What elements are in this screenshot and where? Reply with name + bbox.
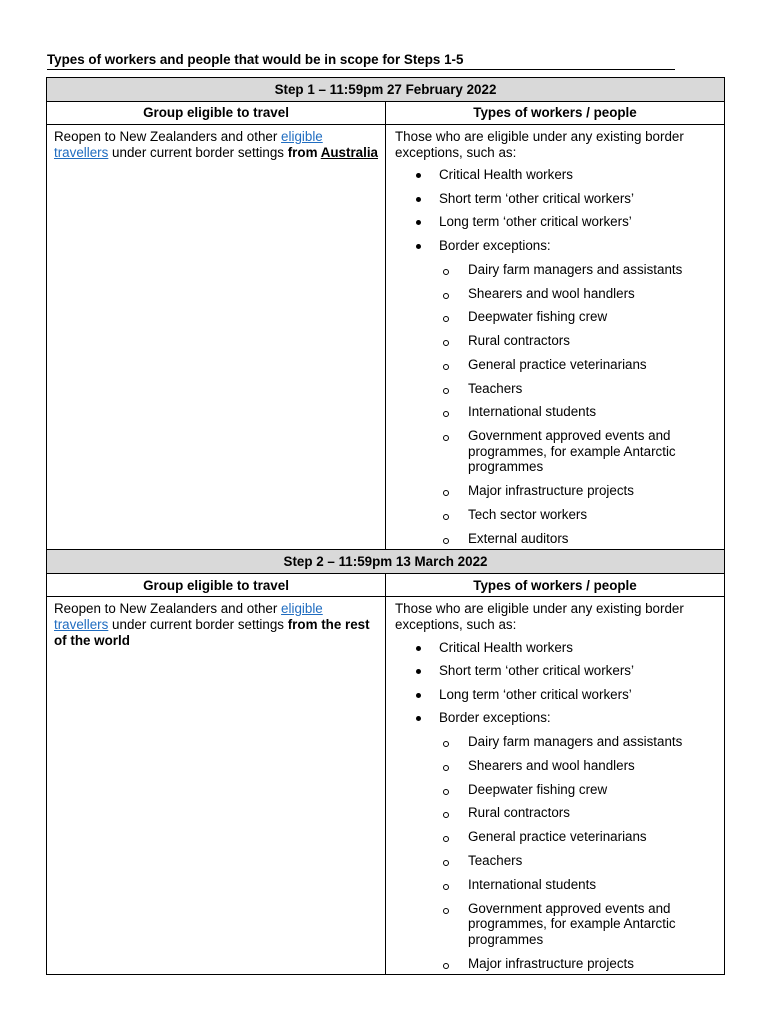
sub-list-item-text: Teachers [468, 853, 523, 868]
bullet-circle-icon [443, 340, 449, 346]
document-title: Types of workers and people that would be in scope for Steps 1-5 [47, 52, 675, 70]
sub-list-item [468, 428, 715, 475]
group-text: under current border settings [108, 144, 288, 160]
bullet-dot-icon [416, 646, 421, 651]
bullet-circle-icon [443, 514, 449, 520]
bullet-circle-icon [443, 765, 449, 771]
sub-list-item-text: Deepwater fishing crew [468, 309, 608, 325]
list-item-text: Border exceptions: [439, 710, 551, 726]
step-1-sub-bullet-list [468, 262, 715, 547]
bullet-circle-icon [443, 884, 449, 890]
sub-list-item [468, 782, 715, 798]
list-item-text: Border exceptions: [439, 237, 551, 253]
eligible-travellers-link[interactable]: eligible travellers [54, 129, 323, 160]
list-item [395, 167, 715, 183]
types-column-header: Types of workers / people [386, 102, 725, 125]
bullet-circle-icon [443, 538, 449, 544]
sub-list-item-text: Government approved events and programmes, for example Antarctic programmes [468, 428, 676, 475]
bullet-circle-icon [443, 316, 449, 322]
list-item [395, 687, 715, 703]
bullet-circle-icon [443, 293, 449, 299]
group-text: Reopen to New Zealanders and other [54, 601, 282, 617]
sub-list-item-text: Rural contractors [468, 805, 570, 821]
sub-list-item-text: International students [468, 404, 597, 420]
sub-list-item [468, 262, 715, 278]
list-item [395, 191, 715, 207]
sub-list-item-text: Dairy farm managers and assistants [468, 734, 683, 750]
list-item-text: Short term ‘other critical workers’ [439, 190, 634, 206]
step-1-heading-row [47, 78, 725, 102]
bullet-circle-icon [443, 741, 449, 747]
sub-list-item-text: Shearers and wool handlers [468, 757, 635, 773]
step-1-content-row [47, 125, 725, 550]
sub-list-item-text: Teachers [468, 380, 523, 396]
bullet-circle-icon [443, 963, 449, 969]
list-item-text: Long term ‘other critical workers’ [439, 686, 632, 702]
sub-list-item-text: Major infrastructure projects [468, 483, 634, 499]
bullet-circle-icon [443, 269, 449, 275]
bullet-circle-icon [443, 364, 449, 370]
bullet-dot-icon [416, 244, 421, 249]
sub-list-item [468, 805, 715, 821]
sub-list-item-text: General practice veterinarians [468, 829, 647, 845]
types-intro: Those who are eligible under any existing border exceptions, such as: [395, 129, 684, 160]
step-2-column-headers [47, 574, 725, 597]
group-column-header: Group eligible to travel [47, 574, 386, 597]
step-2-sub-bullet-list [468, 734, 715, 971]
group-text: under current border settings [108, 616, 288, 632]
list-item [395, 663, 715, 679]
sub-list-item-text: General practice veterinarians [468, 356, 647, 372]
sub-list-item [468, 853, 715, 869]
steps-table [46, 77, 725, 975]
bullet-circle-icon [443, 388, 449, 394]
sub-list-item [468, 829, 715, 845]
sub-list-item-text: Government approved events and programmes, for example Antarctic programmes [468, 900, 676, 947]
list-item [395, 640, 715, 656]
list-item [395, 710, 715, 971]
bullet-dot-icon [416, 173, 421, 178]
sub-list-item [468, 286, 715, 302]
bullet-circle-icon [443, 908, 449, 914]
eligible-travellers-link[interactable]: eligible travellers [54, 601, 323, 632]
sub-list-item [468, 333, 715, 349]
sub-list-item [468, 956, 715, 972]
step-1-group-cell [47, 125, 386, 550]
bullet-circle-icon [443, 812, 449, 818]
step-1-types-cell [386, 125, 725, 550]
list-item-text: Long term ‘other critical workers’ [439, 214, 632, 230]
step-1-bullet-list [395, 167, 715, 546]
group-bold-underlined-text: Australia [320, 144, 379, 160]
step-1-heading: Step 1 – 11:59pm 27 February 2022 [47, 78, 725, 102]
sub-list-item-text: International students [468, 876, 597, 892]
sub-list-item [468, 531, 715, 547]
sub-list-item [468, 404, 715, 420]
sub-list-item [468, 357, 715, 373]
step-2-group-cell [47, 597, 386, 975]
group-column-header: Group eligible to travel [47, 102, 386, 125]
sub-list-item [468, 901, 715, 948]
sub-list-item [468, 877, 715, 893]
group-bold-text: from [287, 144, 321, 160]
sub-list-item-text: Deepwater fishing crew [468, 781, 608, 797]
list-item [395, 214, 715, 230]
types-column-header: Types of workers / people [386, 574, 725, 597]
bullet-circle-icon [443, 789, 449, 795]
sub-list-item-text: Shearers and wool handlers [468, 285, 635, 301]
sub-list-item-text: External auditors [468, 530, 569, 546]
sub-list-item-text: Tech sector workers [468, 506, 588, 522]
list-item-text: Critical Health workers [439, 167, 573, 183]
sub-list-item-text: Dairy farm managers and assistants [468, 261, 683, 277]
step-2-bullet-list [395, 640, 715, 972]
group-text: Reopen to New Zealanders and other [54, 129, 282, 144]
sub-list-item [468, 758, 715, 774]
sub-list-item [468, 381, 715, 397]
sub-list-item-text: Rural contractors [468, 333, 570, 349]
sub-list-item [468, 483, 715, 499]
list-item [395, 238, 715, 546]
bullet-dot-icon [416, 197, 421, 202]
step-2-types-cell [386, 597, 725, 975]
list-item-text: Short term ‘other critical workers’ [439, 663, 634, 679]
sub-list-item [468, 734, 715, 750]
sub-list-item [468, 507, 715, 523]
bullet-circle-icon [443, 411, 449, 417]
bullet-circle-icon [443, 490, 449, 496]
list-item-text: Critical Health workers [439, 639, 573, 655]
bullet-dot-icon [416, 693, 421, 698]
bullet-circle-icon [443, 860, 449, 866]
step-1-column-headers [47, 102, 725, 125]
bullet-circle-icon [443, 435, 449, 441]
bullet-circle-icon [443, 836, 449, 842]
step-2-heading: Step 2 – 11:59pm 13 March 2022 [47, 550, 725, 574]
bullet-dot-icon [416, 716, 421, 721]
bullet-dot-icon [416, 669, 421, 674]
sub-list-item-text: Major infrastructure projects [468, 955, 634, 971]
bullet-dot-icon [416, 220, 421, 225]
step-2-content-row [47, 597, 725, 975]
sub-list-item [468, 309, 715, 325]
group-bold-text: from the rest of the world [54, 616, 370, 648]
types-intro: Those who are eligible under any existing border exceptions, such as: [395, 601, 684, 632]
step-2-heading-row [47, 550, 725, 574]
